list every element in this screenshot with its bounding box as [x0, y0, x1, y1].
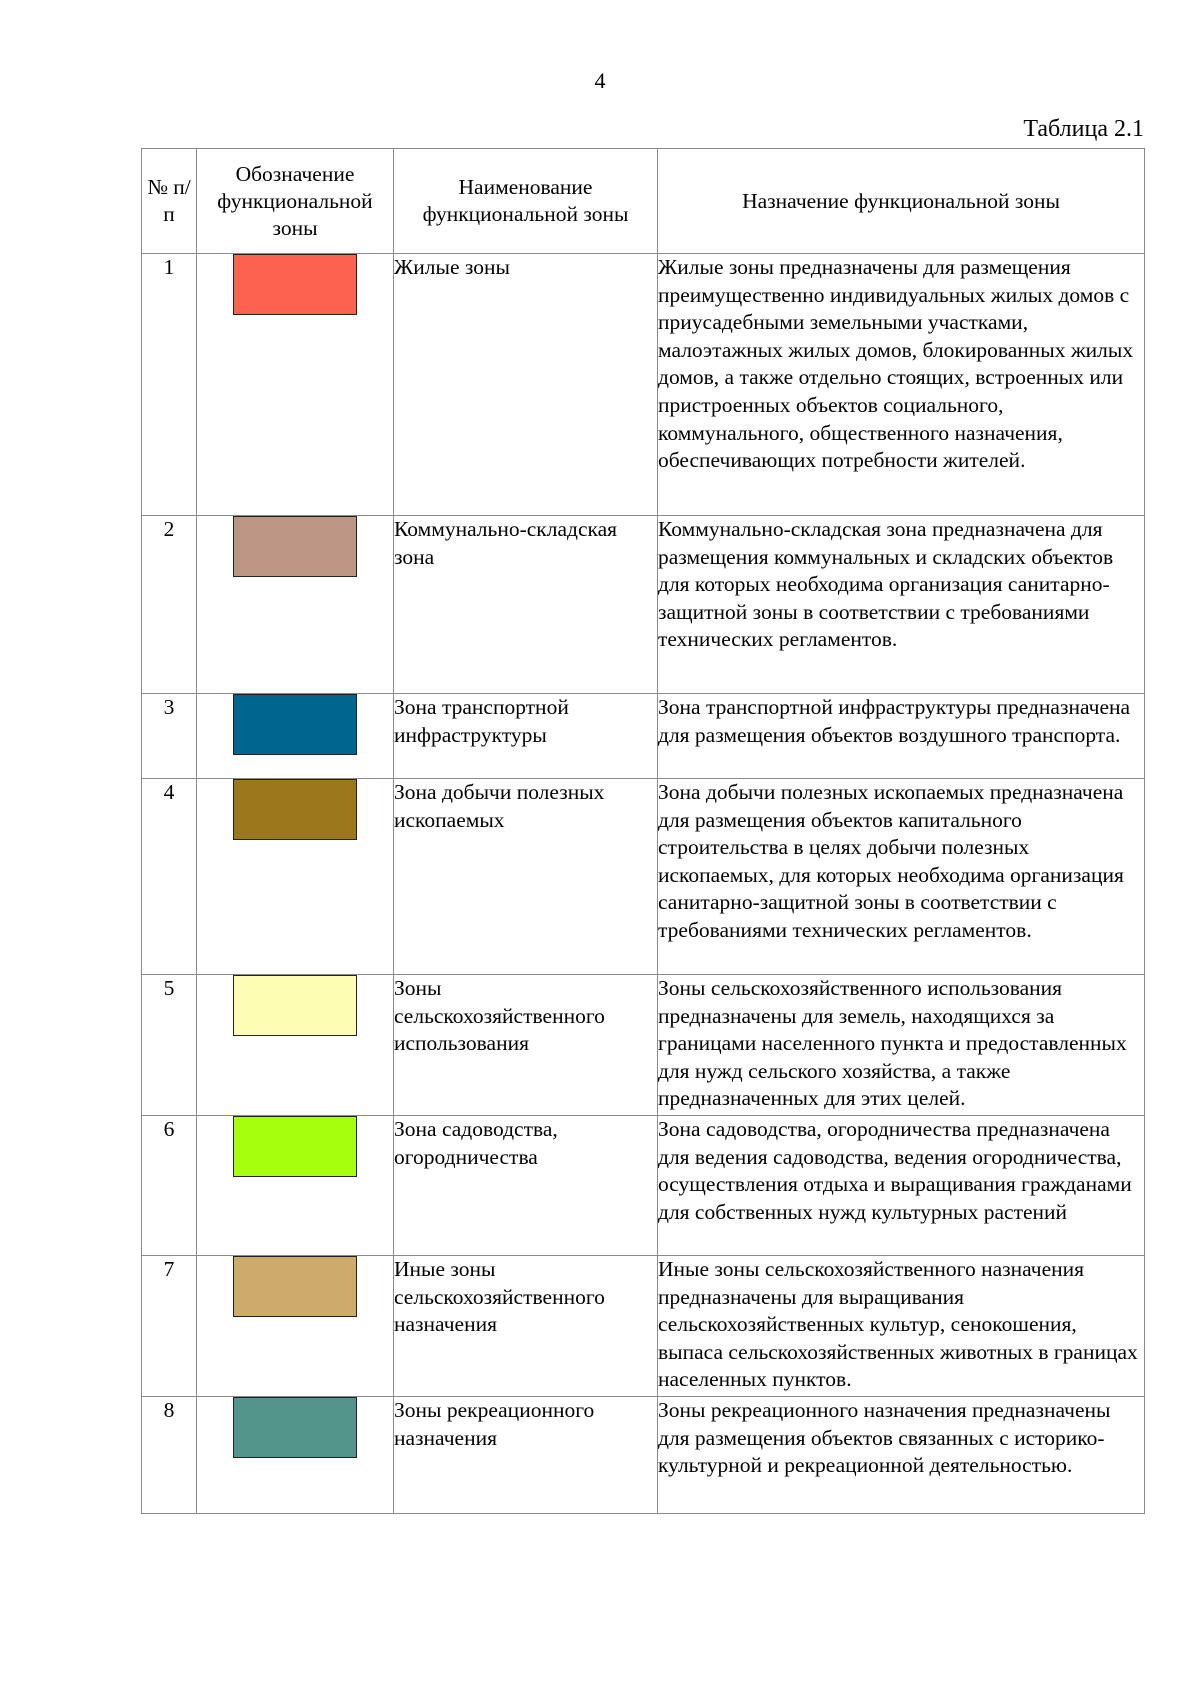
- zone-symbol-cell: [197, 975, 394, 1116]
- zone-name: Зона добычи полезных ископаемых: [394, 779, 658, 975]
- zone-symbol-cell: [197, 694, 394, 779]
- table-row: [142, 1116, 1145, 1256]
- row-number: 6: [142, 1116, 197, 1256]
- zone-symbol-cell: [197, 254, 394, 516]
- zone-purpose: Зона транспортной инфраструктуры предназначена для размещения объектов воздушного транспорта.: [658, 694, 1145, 779]
- header-purpose: Назначение функциональной зоны: [658, 149, 1145, 254]
- table-row: [142, 516, 1145, 694]
- zone-name: Иные зоны сельскохозяйственного назначения: [394, 1256, 658, 1397]
- row-number: 3: [142, 694, 197, 779]
- zone-purpose: Зоны сельскохозяйственного использования предназначены для земель, находящихся за границами населенного пункта и предоставленных для нужд сельского хозяйства, а также предназначенных для этих целей.: [658, 975, 1145, 1116]
- zone-name: Коммунально-складская зона: [394, 516, 658, 694]
- zone-name: Жилые зоны: [394, 254, 658, 516]
- row-number: 8: [142, 1397, 197, 1514]
- zone-color-swatch: [233, 516, 357, 577]
- zone-symbol-cell: [197, 516, 394, 694]
- zone-name: Зона садоводства, огородничества: [394, 1116, 658, 1256]
- table-row: [142, 694, 1145, 779]
- row-number: 2: [142, 516, 197, 694]
- table-row: [142, 1256, 1145, 1397]
- zone-purpose: Зоны рекреационного назначения предназначены для размещения объектов связанных с историко-культурной и рекреационной деятельностью.: [658, 1397, 1145, 1514]
- header-name: Наименование функциональной зоны: [394, 149, 658, 254]
- table-row: [142, 779, 1145, 975]
- zone-name: Зоны рекреационного назначения: [394, 1397, 658, 1514]
- zone-purpose: Жилые зоны предназначены для размещения преимущественно индивидуальных жилых домов с приусадебными земельными участками, малоэтажных жилых домов, блокированных жилых домов, а также отдельно стоящих, встроенных или пристроенных объектов социального, коммунального, общественного назначения, обеспечивающих потребности жителей.: [658, 254, 1145, 516]
- zone-purpose: Зона садоводства, огородничества предназначена для ведения садоводства, ведения огородничества, осуществления отдыха и выращивания гражданами для собственных нужд культурных растений: [658, 1116, 1145, 1256]
- functional-zones-table: [141, 148, 1145, 1514]
- table-header-row: [142, 149, 1145, 254]
- zone-purpose: Зона добычи полезных ископаемых предназначена для размещения объектов капитального строительства в целях добычи полезных ископаемых, для которых необходима организация санитарно-защитной зоны в соответствии с требованиями технических регламентов.: [658, 779, 1145, 975]
- row-number: 4: [142, 779, 197, 975]
- zone-symbol-cell: [197, 1116, 394, 1256]
- zone-color-swatch: [233, 975, 357, 1036]
- zone-color-swatch: [233, 1116, 357, 1177]
- row-number: 7: [142, 1256, 197, 1397]
- zone-purpose: Иные зоны сельскохозяйственного назначения предназначены для выращивания сельскохозяйственных культур, сенокошения, выпаса сельскохозяйственных животных в границах населенных пунктов.: [658, 1256, 1145, 1397]
- zone-purpose: Коммунально-складская зона предназначена для размещения коммунальных и складских объектов для которых необходима организация санитарно-защитной зоны в соответствии с требованиями технических регламентов.: [658, 516, 1145, 694]
- zone-name: Зона транспортной инфраструктуры: [394, 694, 658, 779]
- header-symbol: Обозначение функциональной зоны: [197, 149, 394, 254]
- table-row: [142, 975, 1145, 1116]
- page-number: 4: [594, 68, 606, 93]
- row-number: 1: [142, 254, 197, 516]
- zone-name: Зоны сельскохозяйственного использования: [394, 975, 658, 1116]
- row-number: 5: [142, 975, 197, 1116]
- zone-color-swatch: [233, 779, 357, 840]
- zone-color-swatch: [233, 694, 357, 755]
- zone-color-swatch: [233, 1397, 357, 1458]
- header-number: № п/п: [142, 149, 197, 254]
- table-caption: Таблица 2.1: [1023, 116, 1144, 142]
- zone-symbol-cell: [197, 1256, 394, 1397]
- zone-symbol-cell: [197, 1397, 394, 1514]
- zone-color-swatch: [233, 254, 357, 315]
- zone-color-swatch: [233, 1256, 357, 1317]
- zone-symbol-cell: [197, 779, 394, 975]
- table-row: [142, 254, 1145, 516]
- table-row: [142, 1397, 1145, 1514]
